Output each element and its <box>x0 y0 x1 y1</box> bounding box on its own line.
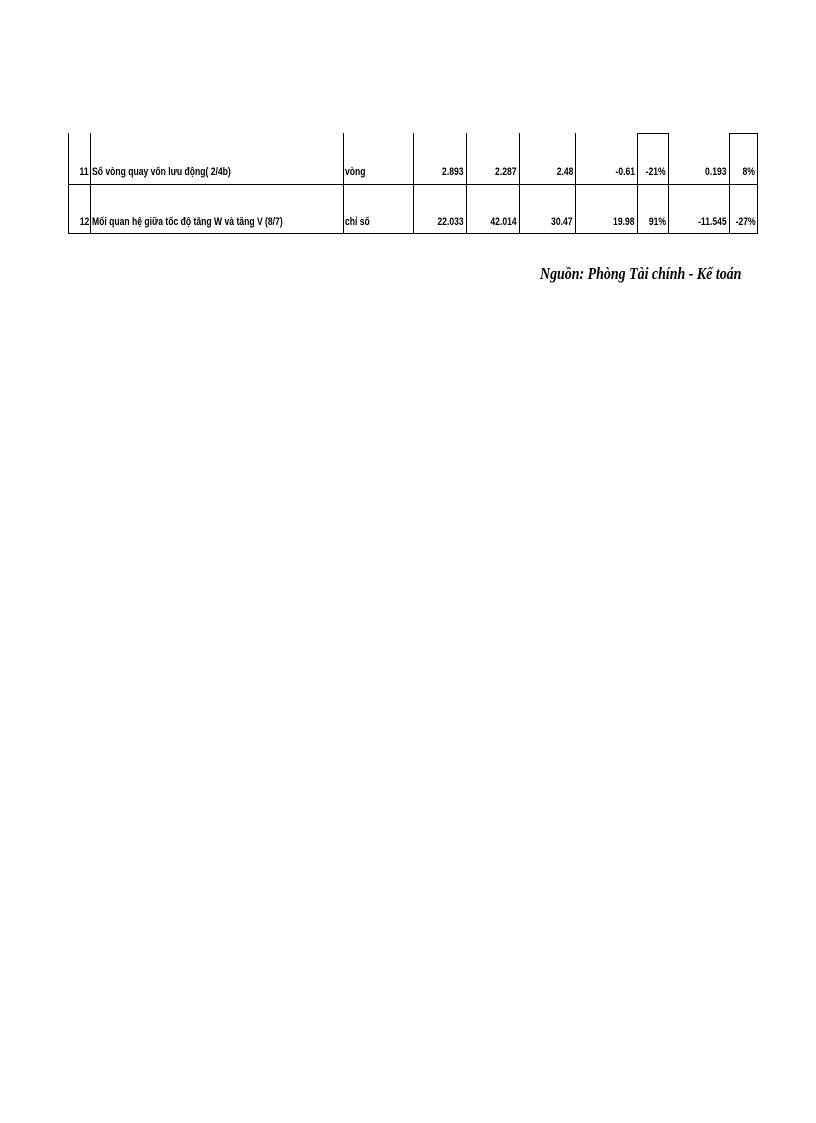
row-11-top-border <box>637 133 668 134</box>
row-12-pct-2: -27% <box>735 216 756 228</box>
row-12-unit: chỉ số <box>345 216 370 228</box>
row-11-indicator: Số vòng quay vốn lưu động( 2/4b) <box>92 166 231 178</box>
row-11-diff-2: 0.193 <box>705 166 727 178</box>
row-12-diff-1: 19.98 <box>613 216 635 228</box>
col-border-b <box>90 133 91 234</box>
row-11-value-2: 2.287 <box>495 166 517 178</box>
row-12-indicator: Mối quan hệ giữa tốc độ tăng W và tăng V (8/7) <box>92 216 283 228</box>
row-12-value-1: 22.033 <box>437 216 464 228</box>
col-border-c <box>343 133 344 234</box>
col-border-k <box>757 133 758 234</box>
row-12-diff-2: -11.545 <box>698 216 727 228</box>
source-note: Nguồn: Phòng Tài chính - Kế toán <box>540 264 742 283</box>
row-11-unit: vòng <box>345 166 366 178</box>
row-11-top-border-2 <box>729 133 758 134</box>
row-11-value-3: 2.48 <box>556 166 573 178</box>
row-11-stt: 11 <box>79 166 89 178</box>
row-11-value-1: 2.893 <box>442 166 464 178</box>
row-12-value-2: 42.014 <box>490 216 517 228</box>
row-12-stt: 12 <box>79 216 89 228</box>
row-12-pct-1: 91% <box>648 216 666 228</box>
row-12-value-3: 30.47 <box>551 216 573 228</box>
row-11-diff-1: -0.61 <box>615 166 635 178</box>
col-border-a <box>68 133 69 234</box>
row-11-pct-2: 8% <box>742 166 755 178</box>
row-11-pct-1: -21% <box>645 166 666 178</box>
